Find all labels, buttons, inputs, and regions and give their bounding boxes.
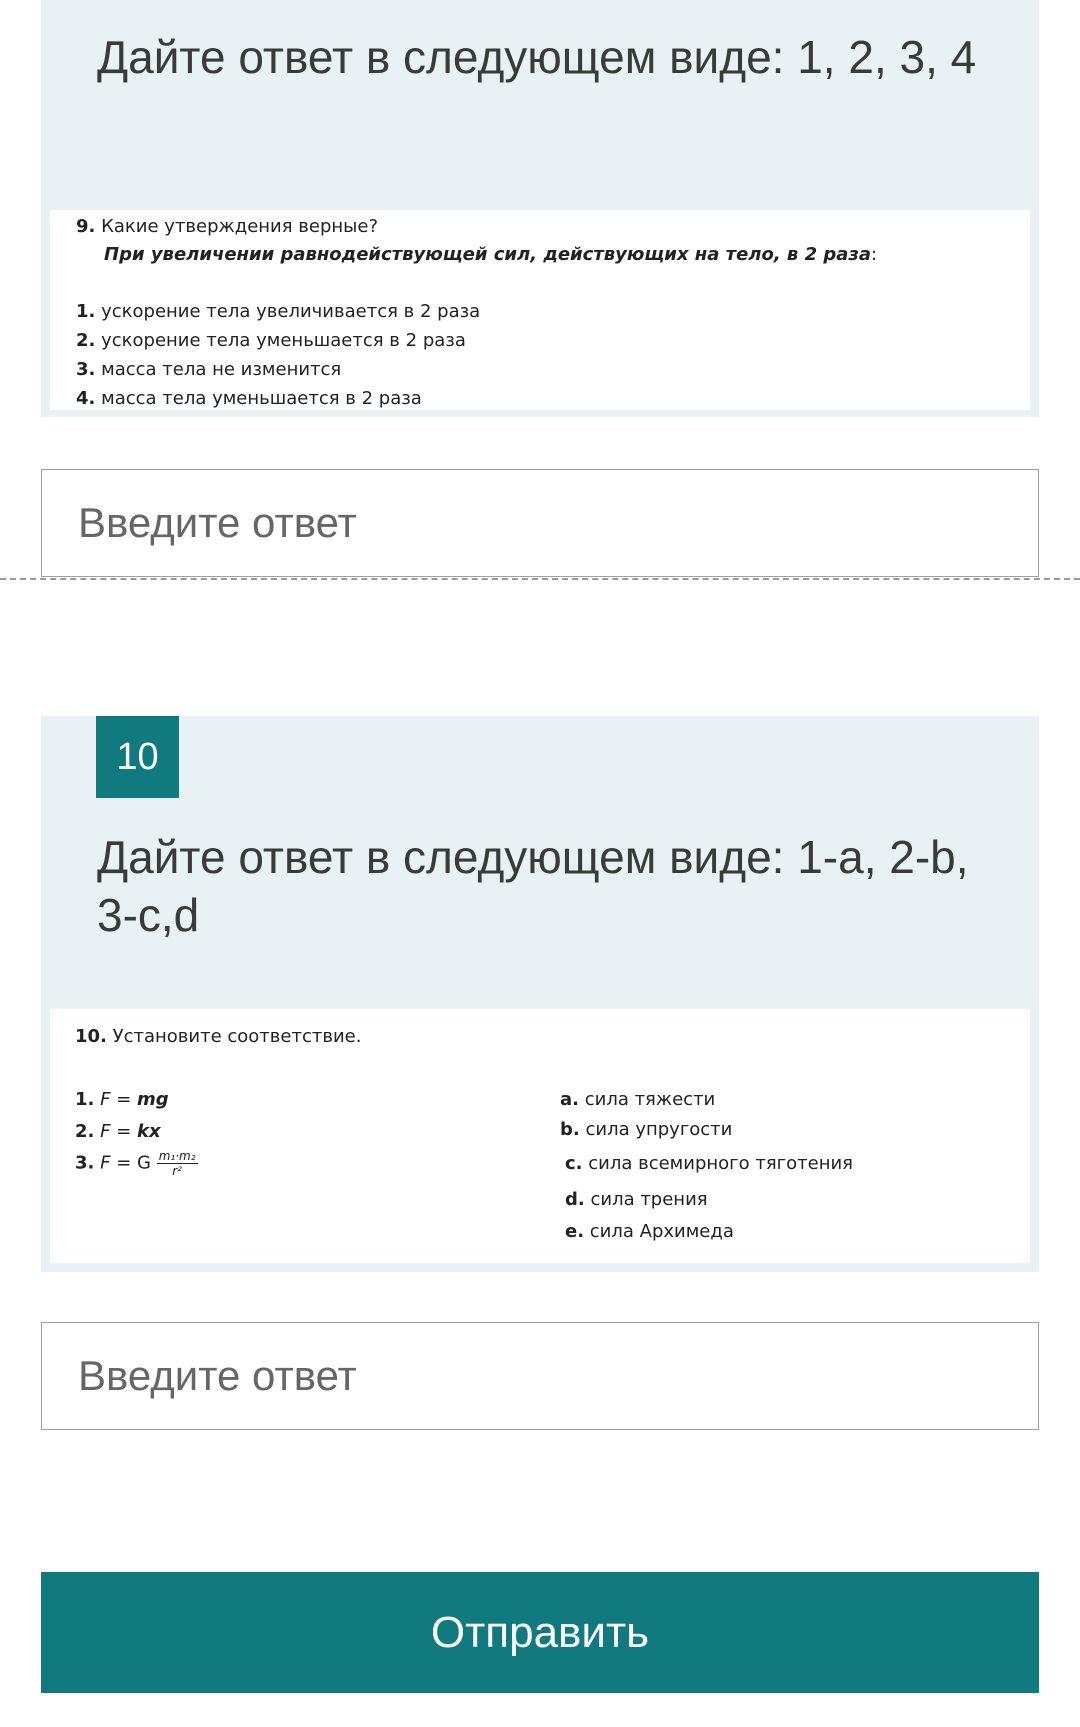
task-9-option-num: 4.: [76, 388, 96, 409]
question-10-panel: [41, 716, 1039, 1272]
option-text: сила трения: [590, 1189, 708, 1210]
match-option: [565, 1153, 853, 1174]
task-9-option-num: 1.: [76, 301, 96, 322]
option-text: сила упругости: [585, 1119, 733, 1140]
formula-lhs: F: [100, 1089, 111, 1110]
option-text: сила всемирного тяготения: [588, 1153, 853, 1174]
task-9-option-num: 3.: [76, 359, 96, 380]
option-letter: b.: [560, 1119, 580, 1140]
task-10-title: Установите соответствие.: [112, 1026, 362, 1047]
match-option: [560, 1089, 715, 1110]
question-10-instruction: Дайте ответ в следующем виде: 1-a, 2-b, 3-c,d: [97, 831, 969, 941]
formula-lhs: F: [100, 1152, 111, 1174]
formula-eq: =: [110, 1152, 137, 1174]
option-letter: c.: [565, 1153, 583, 1174]
submit-button[interactable]: Отправить: [41, 1572, 1039, 1693]
answer-input[interactable]: [42, 1323, 1038, 1429]
formula-fraction: [157, 1149, 198, 1178]
question-10-image: [50, 1009, 1030, 1263]
formula-rhs: G: [137, 1152, 151, 1174]
option-text: сила Архимеда: [589, 1221, 734, 1242]
task-10-title-line: [75, 1026, 361, 1047]
task-9-option: [76, 359, 341, 380]
section-divider: [0, 578, 1080, 580]
task-9-title-line: [76, 216, 378, 237]
formula-num: 1.: [75, 1089, 95, 1110]
match-option: [565, 1221, 734, 1242]
task-9-option: [76, 388, 422, 409]
task-9-subtitle: При увеличении равнодействующей сил, действующих на тело, в 2 раза: [104, 244, 872, 265]
task-9-option-text: масса тела уменьшается в 2 раза: [101, 388, 422, 409]
task-9-subtitle-line: [104, 244, 877, 265]
task-9-option-text: ускорение тела уменьшается в 2 раза: [101, 330, 466, 351]
formula-row: [75, 1149, 198, 1178]
question-9-instruction: Дайте ответ в следующем виде: 1, 2, 3, 4: [97, 31, 977, 83]
fraction-denominator: r²: [172, 1164, 182, 1178]
match-option: [565, 1189, 708, 1210]
formula-row: [75, 1121, 161, 1142]
option-text: сила тяжести: [584, 1089, 716, 1110]
question-9-answer-field[interactable]: [41, 469, 1039, 577]
task-9-option: [76, 330, 466, 351]
option-letter: e.: [565, 1221, 585, 1242]
answer-input[interactable]: [42, 470, 1038, 576]
task-9-subtitle-colon: :: [871, 244, 878, 265]
task-10-number: 10.: [75, 1026, 107, 1047]
formula-eq: =: [110, 1089, 137, 1110]
option-letter: a.: [560, 1089, 579, 1110]
question-9-panel: [41, 0, 1039, 417]
task-9-option-text: ускорение тела увеличивается в 2 раза: [101, 301, 481, 322]
formula-rhs: kx: [137, 1121, 161, 1142]
task-9-title: Какие утверждения верные?: [101, 216, 378, 237]
option-letter: d.: [565, 1189, 585, 1210]
formula-num: 2.: [75, 1121, 95, 1142]
formula-num: 3.: [75, 1152, 95, 1174]
formula-lhs: F: [100, 1121, 111, 1142]
task-9-option-num: 2.: [76, 330, 96, 351]
task-9-option: [76, 301, 480, 322]
question-10-answer-field[interactable]: [41, 1322, 1039, 1430]
formula-row: [75, 1089, 169, 1110]
question-number-badge: 10: [96, 716, 179, 798]
formula-rhs: mg: [137, 1089, 169, 1110]
task-9-option-text: масса тела не изменится: [101, 359, 342, 380]
question-9-image: [50, 210, 1030, 410]
task-9-number: 9.: [76, 216, 96, 237]
match-option: [560, 1119, 732, 1140]
fraction-numerator: m₁·m₂: [158, 1149, 196, 1163]
formula-eq: =: [110, 1121, 137, 1142]
